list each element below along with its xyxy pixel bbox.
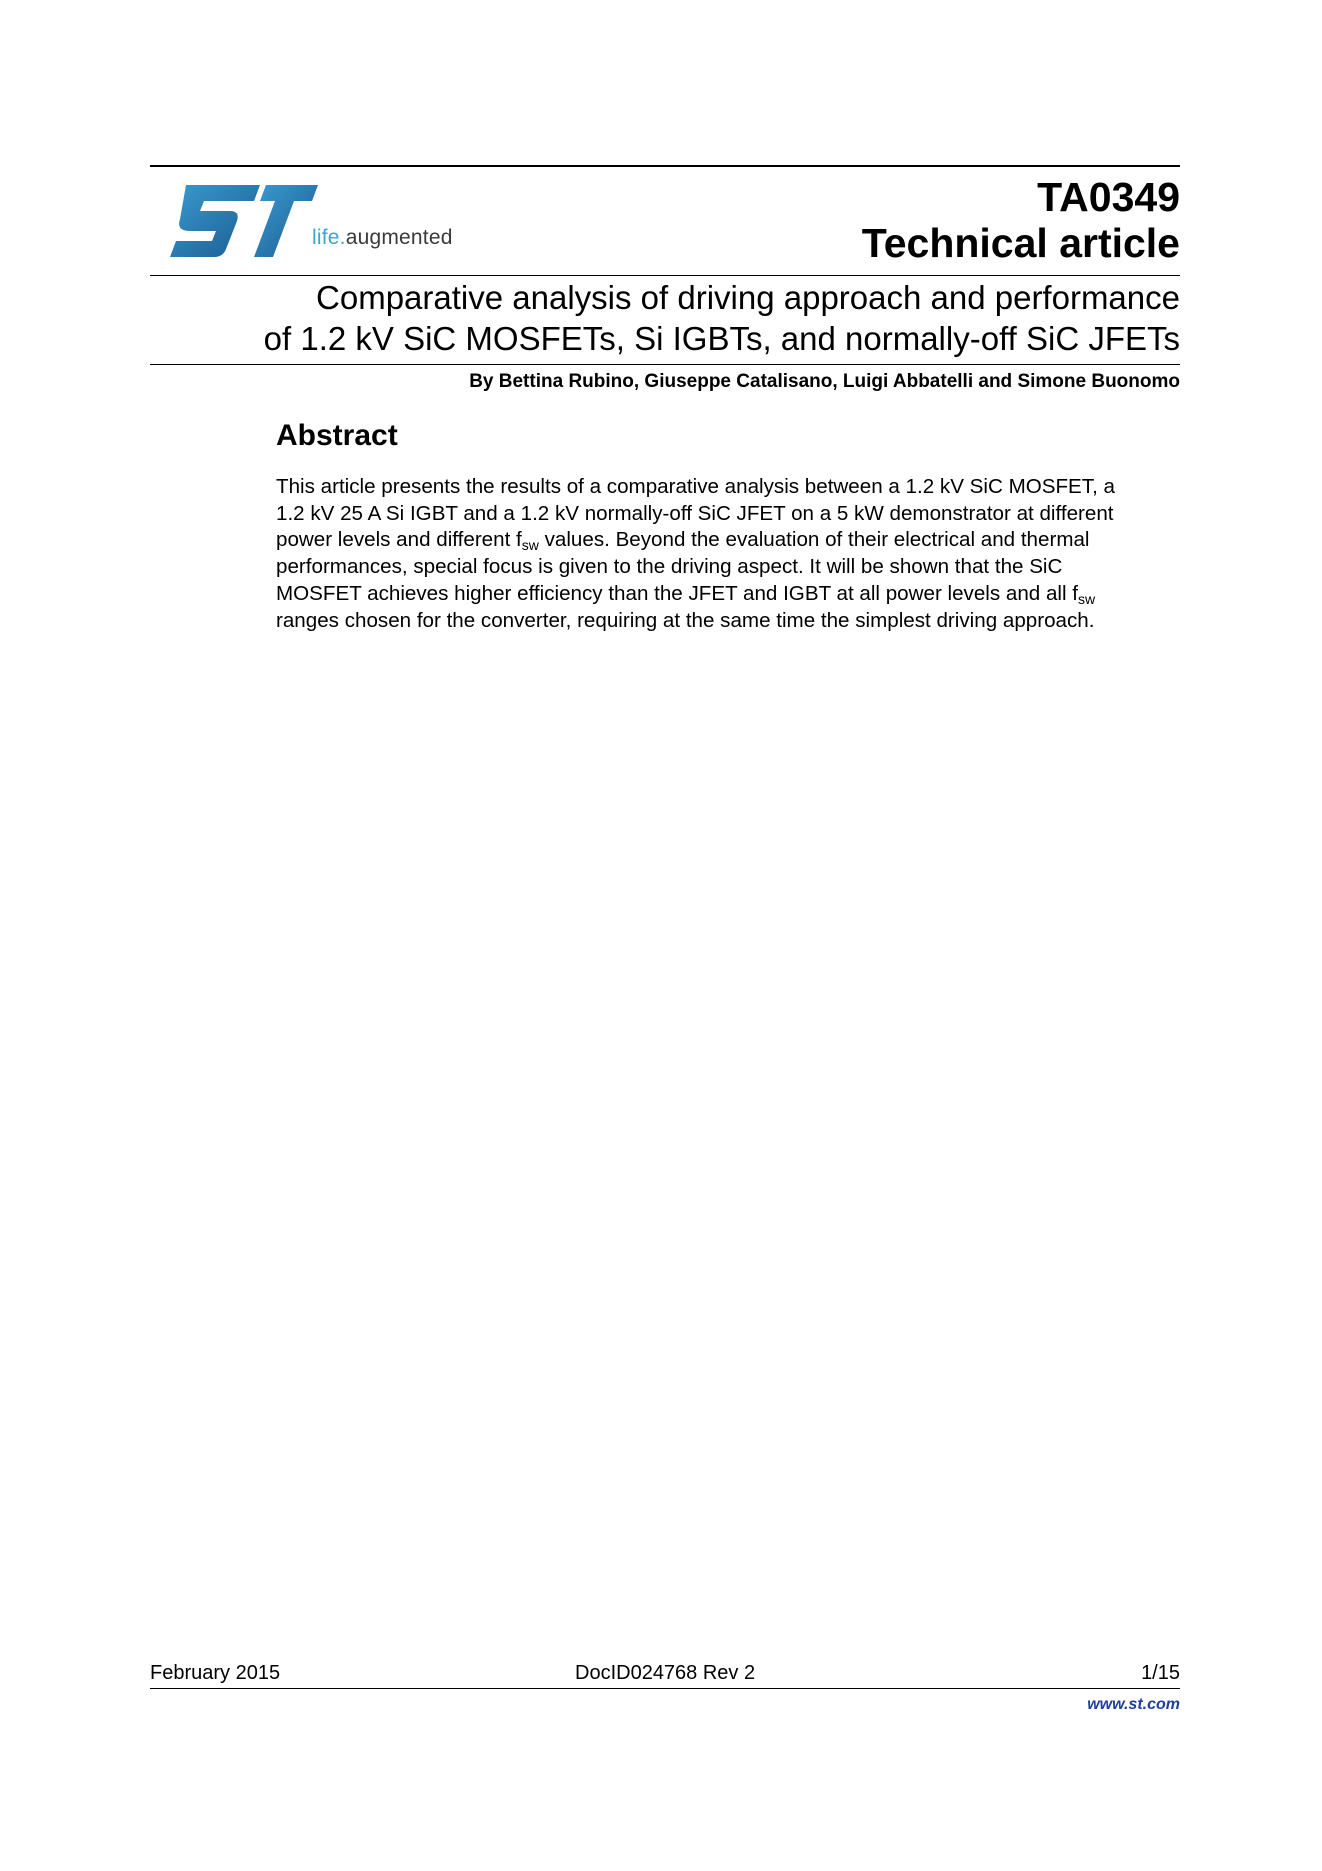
- tagline-life: life: [312, 226, 340, 249]
- fsw-subscript: sw: [1078, 590, 1096, 607]
- abstract-text: values. Beyond the evaluation of their electrical and thermal: [538, 528, 1090, 552]
- article-title-line-2: of 1.2 kV SiC MOSFETs, Si IGBTs, and normally-off SiC JFETs: [263, 320, 1180, 357]
- abstract-line: ranges chosen for the converter, requiring at the same time the simplest driving approach.: [276, 608, 1095, 632]
- footer-date: February 2015: [150, 1662, 281, 1684]
- title-top-rule: [150, 275, 1180, 276]
- tagline-dot: .: [339, 226, 346, 249]
- footer-doc-id: DocID024768 Rev 2: [575, 1662, 756, 1684]
- abstract-line: This article presents the results of a comparative analysis between a 1.2 kV SiC MOSFET, a: [276, 475, 1115, 498]
- abstract-line: 1.2 kV 25 A Si IGBT and a 1.2 kV normally-off SiC JFET on a 5 kW demonstrator at different: [276, 501, 1114, 525]
- abstract-heading: Abstract: [276, 419, 398, 452]
- title-bottom-rule: [150, 364, 1180, 365]
- footer-page-number: 1/15: [1141, 1662, 1180, 1684]
- abstract-text: power levels and different f: [276, 528, 522, 552]
- abstract-line: performances, special focus is given to the driving aspect. It will be shown that the SiC: [276, 555, 1063, 579]
- document-number: TA0349: [1037, 174, 1180, 220]
- fsw-subscript: sw: [521, 537, 539, 554]
- abstract-body: [276, 474, 1186, 634]
- website-link[interactable]: www.st.com: [1087, 1696, 1180, 1713]
- brand-tagline: [312, 226, 453, 250]
- abstract-line: [276, 581, 1186, 608]
- footer-rule: [150, 1688, 1180, 1689]
- header-top-rule: [150, 165, 1180, 167]
- document-type: Technical article: [861, 220, 1180, 266]
- tagline-augmented: augmented: [345, 226, 453, 249]
- abstract-line: [276, 527, 1186, 554]
- article-title-line-1: Comparative analysis of driving approach and performance: [316, 279, 1180, 316]
- st-logo-icon: [168, 181, 318, 261]
- abstract-text: MOSFET achieves higher efficiency than the JFET and IGBT at all power levels and all f: [276, 581, 1079, 605]
- authors-line: By Bettina Rubino, Giuseppe Catalisano, Luigi Abbatelli and Simone Buonomo: [469, 371, 1180, 392]
